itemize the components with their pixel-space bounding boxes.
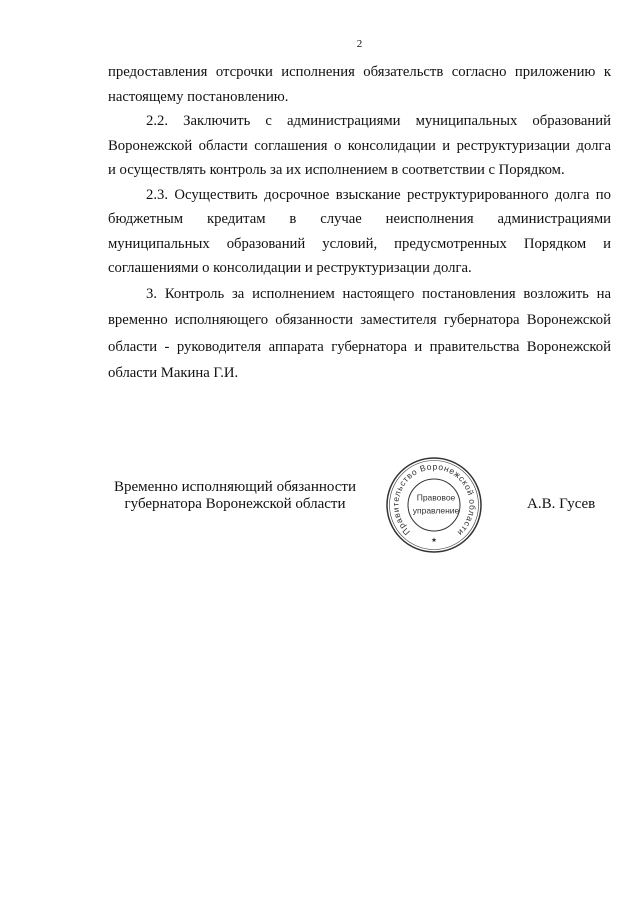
document-body: [108, 60, 611, 387]
text-line: и осуществлять контроль за их исполнением в соответствии с Порядком.: [108, 162, 565, 178]
signatory-position-line: Временно исполняющий обязанности: [113, 479, 356, 495]
page-number: 2: [356, 38, 363, 50]
text-line: предоставления отсрочки исполнения обязательств согласно приложению к: [108, 64, 611, 80]
text-line: временно исполняющего обязанности заместителя губернатора Воронежской: [108, 312, 611, 328]
official-stamp: [384, 455, 484, 555]
text-line: области Макина Г.И.: [108, 365, 239, 381]
paragraph-continuation: [108, 60, 611, 109]
text-line: настоящему постановлению.: [108, 88, 289, 105]
signatory-position-line: губернатора Воронежской области: [124, 496, 346, 512]
text-line: Воронежской области соглашения о консолидации и реструктуризации долга: [108, 137, 611, 154]
text-line: 2.2. Заключить с администрациями муниципальных образований: [146, 113, 611, 129]
signatory-name: А.В. Гусев: [527, 496, 596, 512]
signatory-position: [104, 479, 366, 513]
text-line: 2.3. Осуществить досрочное взыскание реструктурированного долга по: [146, 186, 611, 203]
stamp-star-icon: [432, 537, 437, 542]
stamp-center-line: управление: [412, 505, 460, 516]
paragraph-2-2: [108, 109, 611, 183]
text-line: области - руководителя аппарата губернатора и правительства Воронежской: [108, 338, 611, 355]
text-line: 3. Контроль за исполнением настоящего постановления возложить на: [146, 285, 611, 302]
text-line: бюджетным кредитам в случае неисполнения администрациями: [108, 211, 611, 227]
text-line: соглашениями о консолидации и реструктуризации долга.: [108, 260, 472, 276]
paragraph-3: [108, 281, 611, 387]
stamp-center-line: Правовое: [416, 492, 456, 503]
text-line: муниципальных образований условий, предусмотренных Порядком и: [108, 235, 611, 252]
paragraph-2-3: [108, 183, 611, 281]
stamp-ring-text-path: Правительство Воронежской области: [390, 461, 478, 538]
